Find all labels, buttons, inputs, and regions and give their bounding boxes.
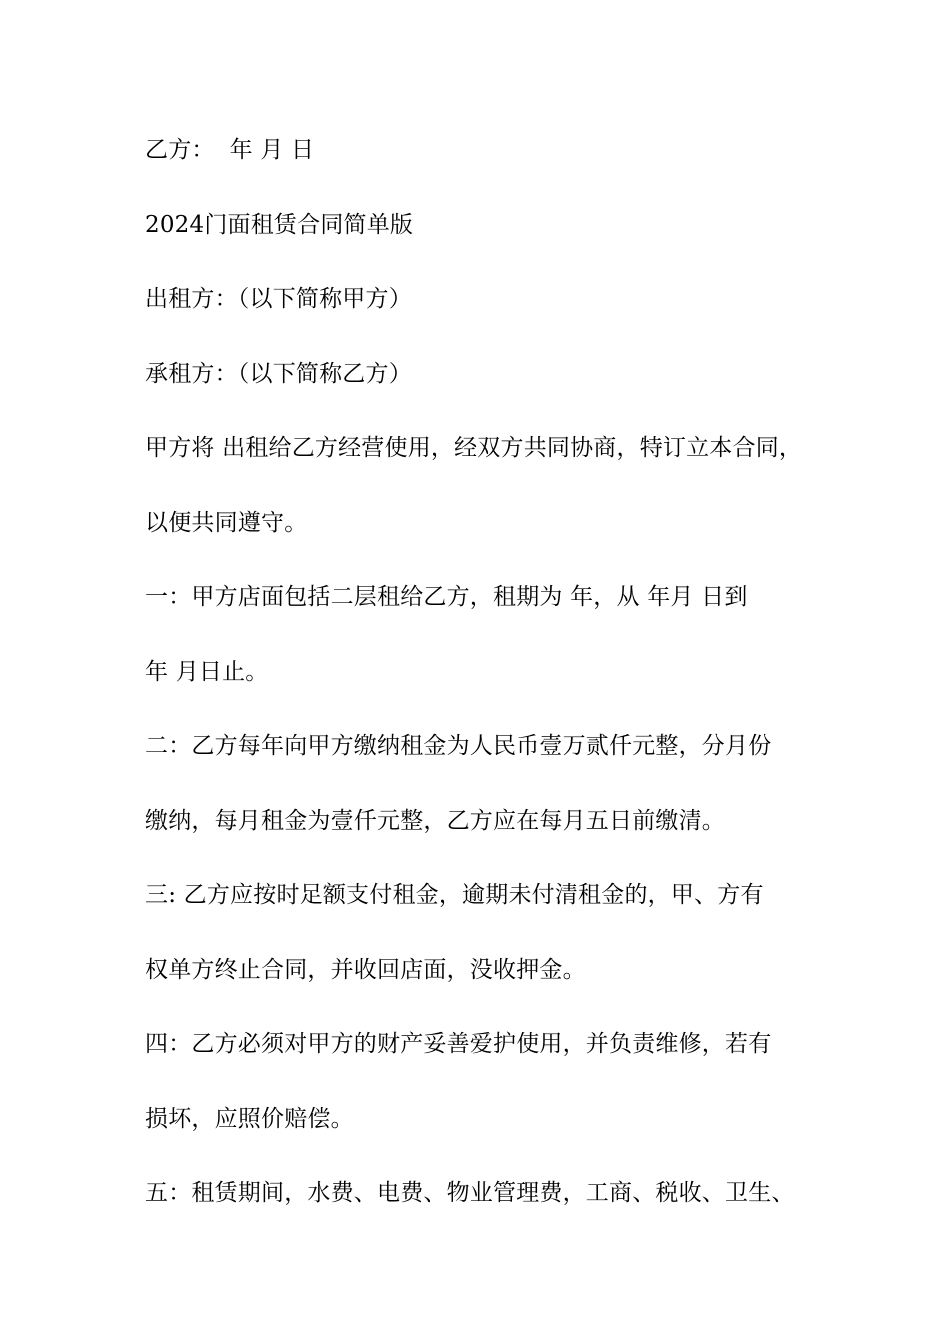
clause-5-line-1: 五：租赁期间，水费、电费、物业管理费，工商、税收、卫生、 (145, 1180, 795, 1206)
contract-title: 2024门面租赁合同简单版 (145, 211, 414, 238)
clause-1-line-1: 一：甲方店面包括二层租给乙方，租期为 年，从 年月 日到 (145, 584, 748, 610)
preamble-line-1: 甲方将 出租给乙方经营使用，经双方共同协商，特订立本合同， (145, 435, 803, 461)
clause-3-line-1: 三: 乙方应按时足额支付租金，逾期未付清租金的，甲、方有 (145, 882, 764, 908)
document-body (145, 132, 835, 1250)
clause-4-line-1: 四：乙方必须对甲方的财产妥善爱护使用，并负责维修，若有 (145, 1031, 772, 1057)
clause-4-line-2: 损坏，应照价赔偿。 (145, 1105, 354, 1132)
lessee-line: 承租方：（以下简称乙方） (145, 360, 412, 387)
lessor-line: 出租方：（以下简称甲方） (145, 286, 412, 312)
preamble-line-2: 以便共同遵守。 (145, 509, 308, 536)
clause-1-line-2: 年 月日止。 (145, 658, 269, 685)
clause-2-line-2: 缴纳，每月租金为壹仟元整，乙方应在每月五日前缴清。 (145, 807, 725, 834)
party-b-date-line: 乙方： 年 月 日 (145, 137, 315, 163)
clause-3-line-2: 权单方终止合同，并收回店面，没收押金。 (145, 956, 586, 983)
clause-2-line-1: 二：乙方每年向甲方缴纳租金为人民币壹万贰仟元整，分月份 (145, 733, 772, 759)
